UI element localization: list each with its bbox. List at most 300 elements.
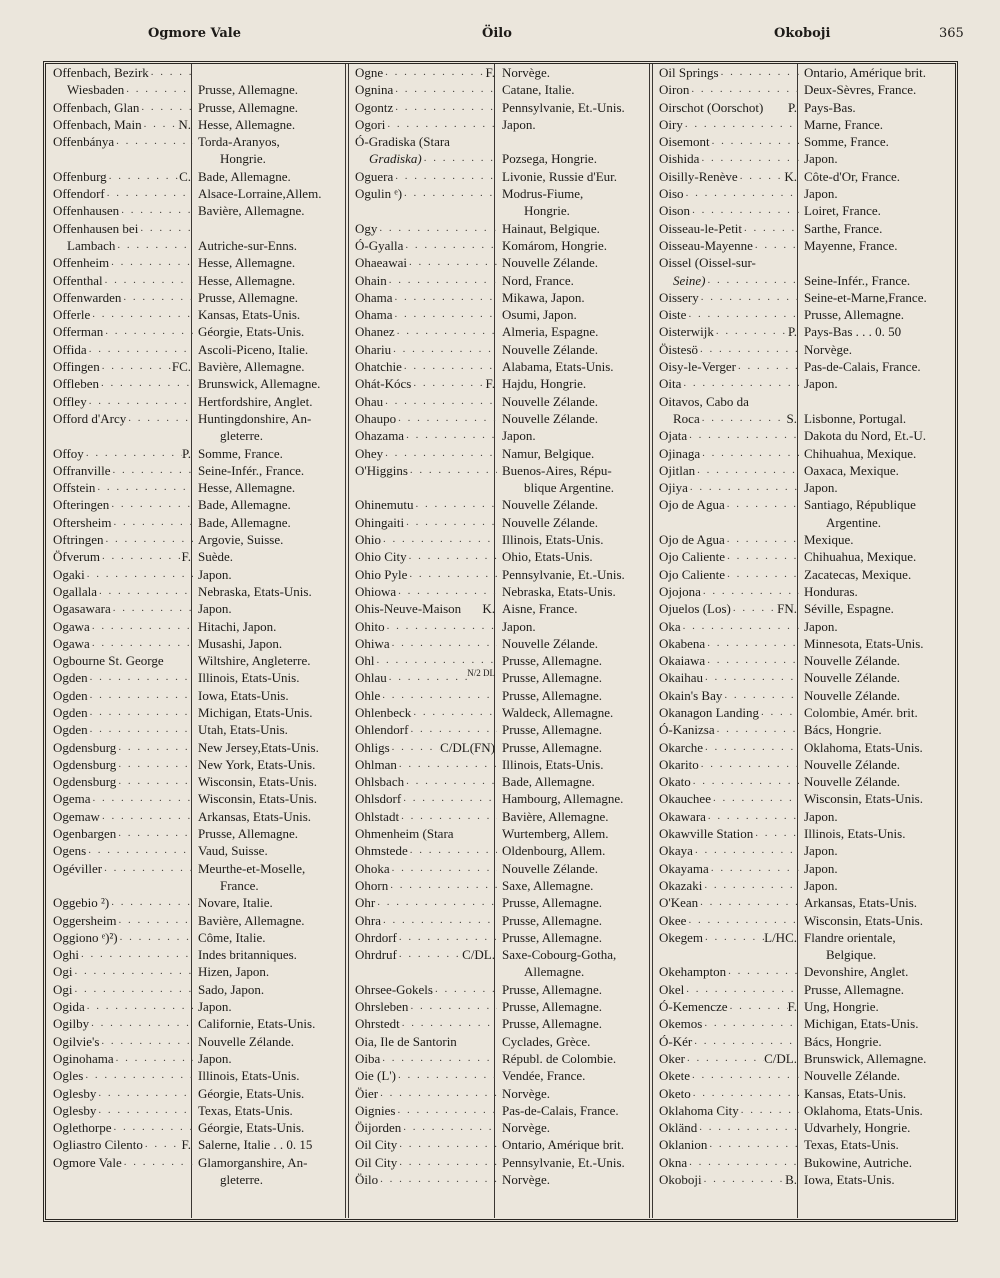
dot-leader — [709, 860, 799, 877]
entry-row — [47, 790, 347, 807]
place-name-cell — [47, 1136, 193, 1153]
location-cell — [497, 912, 602, 929]
place-name-cell — [47, 894, 193, 911]
dot-leader — [119, 202, 193, 219]
dot-leader — [683, 116, 799, 133]
place-name-cell — [653, 1171, 799, 1188]
place-name-cell — [653, 687, 799, 704]
location-text: gleterre. — [220, 1172, 263, 1187]
location-text: Flandre orientale, — [804, 929, 896, 945]
place-name: Ogden — [53, 704, 88, 720]
location-cell — [799, 133, 889, 150]
place-name-cell — [653, 1067, 799, 1084]
location-cell — [497, 306, 577, 323]
entry-row — [653, 1085, 955, 1102]
entry-row — [653, 773, 955, 790]
dot-leader — [102, 860, 193, 877]
dot-leader — [702, 1171, 785, 1188]
entry-row — [47, 1033, 347, 1050]
place-name: Oita — [659, 376, 682, 392]
place-name-cell — [653, 963, 799, 980]
dot-leader — [116, 825, 193, 842]
location-cell — [193, 410, 311, 427]
entry-row — [47, 514, 347, 531]
dot-leader — [397, 1136, 497, 1153]
place-name-cell — [653, 306, 799, 323]
place-name: Ohrdorf — [355, 929, 397, 945]
place-name-cell — [653, 341, 799, 358]
location-cell — [193, 1154, 308, 1171]
location-text: Prusse, Allemagne. — [502, 687, 603, 703]
entry-row — [349, 1033, 649, 1050]
entry-row — [349, 1136, 649, 1153]
dot-leader — [728, 998, 788, 1015]
place-name-cell — [47, 548, 193, 565]
location-text: Catane, Italie. — [502, 82, 575, 98]
place-name-cell — [653, 358, 799, 375]
place-name: Oisseau-Mayenne — [659, 237, 753, 253]
location-cell — [799, 548, 916, 565]
entry-row — [47, 1154, 347, 1171]
location-text: Pozsega, Hongrie. — [502, 151, 597, 167]
location-cell — [497, 946, 616, 963]
place-name: Okanagon Landing — [659, 704, 760, 720]
place-name-cell — [653, 531, 799, 548]
dot-leader — [685, 1050, 764, 1067]
place-name-cell — [653, 704, 799, 721]
location-cell — [193, 548, 233, 565]
dot-leader — [391, 341, 497, 358]
location-cell — [193, 1085, 304, 1102]
place-name: Oggiono ᵉ)²) — [53, 929, 118, 945]
dot-leader — [402, 358, 497, 375]
dot-leader — [698, 341, 799, 358]
location-cell — [799, 445, 916, 462]
entry-row — [349, 410, 649, 427]
location-text: Hainaut, Belgique. — [502, 220, 600, 236]
location-cell — [193, 1136, 312, 1153]
dot-leader — [703, 739, 799, 756]
location-cell — [497, 272, 574, 289]
location-text: Nord, France. — [502, 272, 574, 288]
entry-row — [653, 168, 955, 185]
entry-row — [349, 981, 649, 998]
entry-row — [349, 790, 649, 807]
place-name: Ohio City — [355, 549, 407, 565]
dot-leader — [693, 842, 799, 859]
location-cell — [799, 168, 900, 185]
location-text: Mikawa, Japon. — [502, 289, 585, 305]
dot-leader — [111, 462, 193, 479]
entry-row — [653, 185, 955, 202]
location-cell — [799, 272, 910, 289]
location-cell — [799, 929, 896, 946]
location-text: Prusse, Allemagne. — [198, 289, 299, 305]
dot-leader — [381, 912, 497, 929]
location-text: Bavière, Allemagne. — [502, 808, 609, 824]
entry-row — [349, 479, 649, 496]
dot-leader — [114, 1050, 193, 1067]
location-text: Pays-Bas . . . 0. 50 — [804, 324, 902, 340]
entry-row — [47, 912, 347, 929]
place-name: Ojiya — [659, 480, 688, 496]
location-cell — [799, 583, 858, 600]
location-text: Mexique. — [804, 532, 854, 548]
location-cell — [497, 877, 593, 894]
location-text: Hambourg, Allemagne. — [502, 791, 624, 807]
place-name: Ogi — [53, 964, 73, 980]
dot-leader — [85, 998, 193, 1015]
entry-row — [653, 427, 955, 444]
location-cell — [497, 445, 594, 462]
place-name-cell — [349, 1102, 497, 1119]
entry-row — [349, 237, 649, 254]
entry-row — [653, 1015, 955, 1032]
dot-leader — [100, 358, 172, 375]
location-text: Prusse, Allemagne. — [804, 981, 905, 997]
station-code: F. — [485, 65, 495, 80]
location-cell — [799, 704, 918, 721]
location-text: Honduras. — [804, 583, 858, 599]
entry-row — [349, 687, 649, 704]
dot-leader — [407, 548, 497, 565]
place-name: O'Higgins — [355, 462, 408, 478]
location-text: Japon. — [198, 1050, 232, 1066]
entry-row — [653, 1067, 955, 1084]
station-code: FN. — [777, 601, 797, 617]
entry-row — [653, 254, 955, 271]
place-name-cell — [47, 185, 193, 202]
location-text: Hajdu, Hongrie. — [502, 376, 587, 392]
location-cell — [497, 168, 617, 185]
dot-leader — [111, 600, 193, 617]
place-name: Offenheim — [53, 255, 110, 271]
place-name: Oison — [659, 203, 691, 219]
entry-column-1 — [47, 64, 347, 1188]
dot-leader — [393, 289, 497, 306]
place-name-cell — [47, 790, 193, 807]
location-text: Nouvelle Zélande. — [804, 756, 901, 772]
entry-row — [349, 531, 649, 548]
location-cell — [497, 427, 536, 444]
entry-row — [349, 64, 649, 81]
entry-row — [47, 1102, 347, 1119]
entry-row — [653, 289, 955, 306]
place-name-cell — [47, 496, 193, 513]
place-name-cell — [47, 531, 193, 548]
place-name-cell — [653, 133, 799, 150]
station-code: S. — [786, 410, 797, 426]
dot-leader — [122, 1154, 193, 1171]
entry-row — [653, 323, 955, 340]
place-name: Ó-Kanizsa — [659, 722, 715, 738]
place-name: Ohama — [355, 289, 393, 305]
entry-row — [653, 1119, 955, 1136]
location-text: Nouvelle Zélande. — [198, 1033, 295, 1049]
location-cell — [497, 289, 585, 306]
place-name: Okaya — [659, 843, 693, 859]
entry-row — [47, 687, 347, 704]
location-text: Japon. — [198, 566, 232, 582]
station-code: FC. — [171, 359, 191, 375]
location-text: Japon. — [804, 480, 838, 496]
location-text: Wisconsin, Etats-Unis. — [804, 912, 923, 928]
location-text: Zacatecas, Mexique. — [804, 566, 912, 582]
location-cell — [193, 427, 263, 444]
location-cell — [799, 289, 927, 306]
place-name: Okete — [659, 1068, 691, 1084]
entry-row — [47, 618, 347, 635]
place-name-cell — [349, 375, 497, 392]
place-name-cell — [47, 323, 193, 340]
dot-leader — [88, 669, 193, 686]
place-name-cell — [349, 842, 497, 859]
place-name-cell — [349, 877, 497, 894]
entry-row — [653, 1154, 955, 1171]
place-name-cell — [349, 514, 497, 531]
place-name: Ohrdruf — [355, 947, 397, 963]
place-name-cell — [47, 445, 193, 462]
dot-leader — [96, 1085, 193, 1102]
location-cell — [799, 150, 838, 167]
dot-leader — [99, 375, 193, 392]
dot-leader — [390, 860, 497, 877]
place-name-cell — [349, 237, 497, 254]
place-name: Okabena — [659, 635, 706, 651]
location-cell — [799, 790, 923, 807]
place-name: Offendorf — [53, 186, 105, 202]
location-cell — [193, 860, 305, 877]
location-cell — [497, 548, 593, 565]
entry-row — [653, 272, 955, 289]
entry-row — [47, 185, 347, 202]
location-cell — [497, 479, 614, 496]
place-name-cell — [653, 1015, 799, 1032]
station-code: P. — [181, 445, 191, 461]
location-cell — [497, 669, 602, 686]
entry-row — [47, 877, 347, 894]
entry-row — [349, 445, 649, 462]
location-text: Japon. — [198, 999, 232, 1015]
dot-leader — [433, 981, 497, 998]
location-text: Wisconsin, Etats-Unis. — [198, 774, 317, 790]
location-text: Oklahoma, Etats-Unis. — [804, 1102, 923, 1118]
location-cell — [799, 1154, 912, 1171]
place-name: Ohoka — [355, 860, 390, 876]
dot-leader — [388, 877, 497, 894]
place-name: Oissel (Oissel-sur- — [659, 255, 756, 271]
dot-leader — [689, 81, 799, 98]
place-name: Ogdensburg — [53, 739, 117, 755]
dot-leader — [396, 583, 497, 600]
location-text: Wisconsin, Etats-Unis. — [198, 791, 317, 807]
location-cell — [799, 600, 894, 617]
entry-row — [47, 1050, 347, 1067]
station-code: K. — [784, 168, 797, 184]
place-name: Oiba — [355, 1050, 381, 1066]
dot-leader — [399, 808, 497, 825]
location-cell — [799, 860, 838, 877]
place-name: Oftringen — [53, 532, 104, 548]
entry-row — [47, 963, 347, 980]
dot-leader — [396, 1067, 497, 1084]
place-name-cell — [349, 618, 497, 635]
entry-row — [653, 150, 955, 167]
page-number: 365 — [939, 26, 964, 41]
entry-row — [653, 704, 955, 721]
location-cell — [193, 583, 312, 600]
entry-row — [349, 756, 649, 773]
location-text: Brunswick, Allemagne. — [804, 1050, 927, 1066]
entry-row — [653, 825, 955, 842]
location-cell — [799, 514, 881, 531]
location-cell — [497, 202, 570, 219]
location-cell — [497, 64, 550, 81]
location-text: Seine-Infér., France. — [198, 462, 305, 478]
place-name-cell — [349, 496, 497, 513]
dot-leader — [115, 237, 193, 254]
entry-row — [349, 929, 649, 946]
place-name: Ohle — [355, 687, 381, 703]
place-name: Oil Springs — [659, 65, 719, 80]
place-name: Offstein — [53, 480, 96, 496]
place-name-cell — [349, 583, 497, 600]
place-name: Ojo Caliente — [659, 549, 726, 565]
entry-row — [47, 150, 347, 167]
place-name-cell — [653, 860, 799, 877]
location-cell — [799, 635, 924, 652]
place-name-cell — [349, 531, 497, 548]
location-text: Devonshire, Anglet. — [804, 964, 909, 980]
location-cell — [193, 393, 312, 410]
location-text: Bavière, Allemagne. — [198, 203, 305, 219]
entry-row — [47, 168, 347, 185]
entry-row — [47, 860, 347, 877]
place-name: Oishida — [659, 151, 700, 167]
location-cell — [799, 998, 879, 1015]
location-cell — [193, 998, 232, 1015]
location-text: Californie, Etats-Unis. — [198, 1016, 316, 1032]
location-text: Hesse, Allemagne. — [198, 255, 296, 271]
station-code: L/HC. — [764, 929, 797, 945]
dot-leader — [100, 808, 193, 825]
place-name: Offord d'Arcy — [53, 410, 127, 426]
location-cell — [799, 1015, 918, 1032]
location-cell — [799, 669, 900, 686]
place-name-cell — [47, 99, 193, 116]
place-name-cell — [349, 1067, 497, 1084]
place-name: Ojo de Agua — [659, 497, 725, 513]
place-name-cell — [349, 254, 497, 271]
dot-leader — [86, 842, 193, 859]
entry-row — [653, 842, 955, 859]
dot-leader — [393, 306, 497, 323]
location-cell — [193, 790, 317, 807]
dot-leader — [111, 1119, 193, 1136]
dot-leader — [111, 514, 193, 531]
dot-leader — [407, 254, 497, 271]
location-text: Michigan, Etats-Unis. — [804, 1016, 919, 1032]
entry-row — [47, 981, 347, 998]
dot-leader — [404, 773, 497, 790]
place-name-cell — [653, 1154, 799, 1171]
location-text: Prusse, Allemagne. — [502, 999, 603, 1015]
dot-leader — [404, 514, 497, 531]
location-cell — [193, 635, 282, 652]
place-name: Ojata — [659, 428, 688, 444]
dot-leader — [387, 272, 497, 289]
entry-row — [47, 531, 347, 548]
dot-leader — [385, 618, 497, 635]
location-text: Ascoli-Piceno, Italie. — [198, 341, 309, 357]
dot-leader — [691, 773, 799, 790]
place-name-cell — [47, 929, 193, 946]
location-cell — [497, 981, 602, 998]
location-text: Seine-et-Marne,France. — [804, 289, 927, 305]
dot-leader — [702, 877, 799, 894]
place-name-cell — [47, 721, 193, 738]
place-name: Ohiowa — [355, 583, 397, 599]
location-text: Aisne, France. — [502, 601, 578, 617]
place-name: Ohorn — [355, 877, 389, 893]
place-name: Ohlman — [355, 756, 397, 772]
place-name-cell — [653, 652, 799, 669]
dot-leader — [401, 790, 497, 807]
dot-leader — [91, 790, 193, 807]
place-name-cell — [47, 220, 193, 237]
dot-leader — [139, 99, 193, 116]
place-name-cell — [653, 479, 799, 496]
entry-row — [349, 652, 649, 669]
location-text: Wisconsin, Etats-Unis. — [804, 791, 923, 807]
location-text: Dakota du Nord, Et.-U. — [804, 428, 927, 444]
place-name: Okain's Bay — [659, 687, 723, 703]
place-name-cell — [349, 860, 497, 877]
location-text: Michigan, Etats-Unis. — [198, 704, 313, 720]
place-name: Okawville Station — [659, 826, 754, 842]
place-name-cell — [653, 323, 799, 340]
location-cell — [193, 600, 232, 617]
dot-leader — [703, 669, 799, 686]
location-cell — [799, 531, 853, 548]
location-text: Marne, France. — [804, 116, 884, 132]
location-cell — [193, 150, 266, 167]
place-name: Oggebio ²) — [53, 895, 110, 911]
location-cell — [497, 1119, 550, 1136]
location-cell — [497, 1102, 619, 1119]
entry-row — [47, 756, 347, 773]
entry-row — [653, 462, 955, 479]
station-code: F. — [181, 1137, 191, 1153]
place-name: Oglesby — [53, 1085, 97, 1101]
place-name-cell — [47, 116, 193, 133]
place-name: Okayama — [659, 860, 709, 876]
location-text: Pennsylvanie, Et.-Unis. — [502, 566, 625, 582]
dot-leader — [397, 929, 497, 946]
location-cell — [193, 721, 288, 738]
dot-leader — [393, 99, 497, 116]
location-text: Seine-Infér., France. — [804, 272, 911, 288]
dot-leader — [395, 323, 497, 340]
place-name: Oignies — [355, 1102, 396, 1118]
place-name: Okegem — [659, 929, 704, 945]
place-name-cell — [653, 618, 799, 635]
location-cell — [799, 1050, 926, 1067]
location-cell — [497, 323, 598, 340]
entry-row — [349, 669, 649, 686]
location-cell — [799, 81, 916, 98]
entry-row — [47, 462, 347, 479]
